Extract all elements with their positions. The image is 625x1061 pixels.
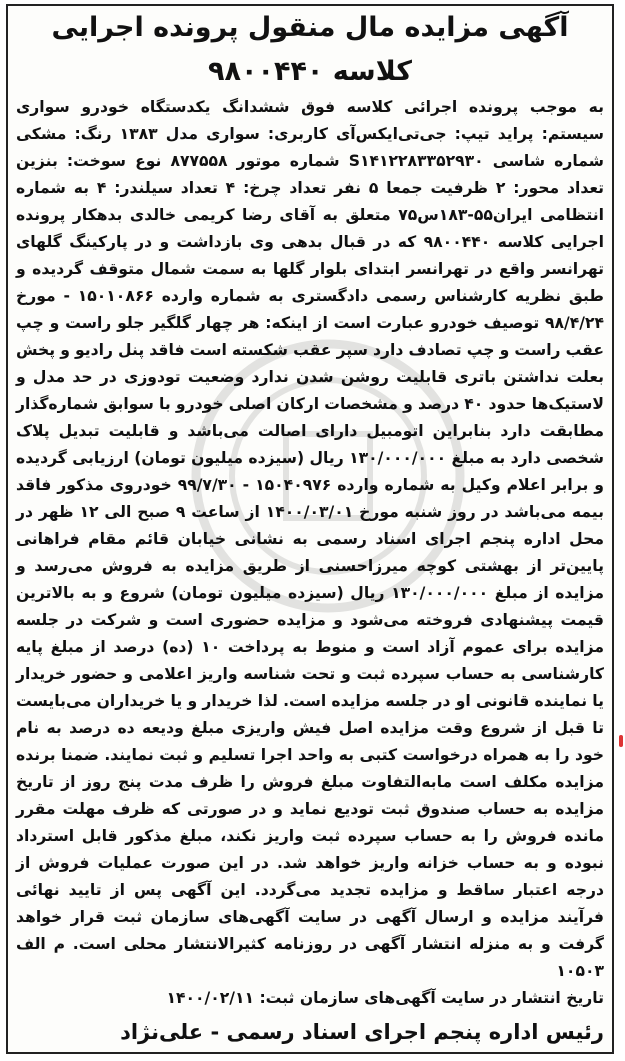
publish-date: تاریخ انتشار در سایت آگهی‌های سازمان ثبت: ۱۴۰۰/۰۲/۱۱ (166, 989, 604, 1007)
auction-notice (6, 4, 614, 1054)
notice-body: به موجب پرونده اجرائی کلاسه فوق ششدانگ یکدستگاه خودرو سواری سیستم: پراید تیپ: جی‌تی‌ایکس‌آی کاربری: سواری مدل ۱۳۸۳ رنگ: مشکی شماره شاسی S۱۴۱۲۲۸۳۳۵۲۹۳۰ شماره موتور ۸۷۷۵۵۸ نوع سوخت: بنزین تعداد محور: ۲ ظرفیت جمعا ۵ نفر تعداد چرخ: ۴ تعداد سیلندر: ۴ به شماره انتظامی ایران۵۵-۱۸۳س۷۵ متعلق به آقای رضا کریمی خالدی بدهکار پرونده اجرایی کلاسه ۹۸۰۰۴۴۰ که در قبال بدهی وی بازداشت و در پارکینگ گلهای تهرانسر واقع در تهرانسر ابتدای بلوار گلها به سمت شمال متوقف گردیده و طبق نظریه کارشناس رسمی دادگستری به شماره وارده ۱۵۰۱۰۸۶۶ - مورخ ۹۸/۴/۲۴ توصیف خودرو عبارت است از اینکه: هر چهار گلگیر جلو راست و چپ عقب راست و چپ تصادف دارد سپر عقب شکسته است فاقد پنل رادیو و پخش بعلت نداشتن باتری قابلیت روشن شدن ندارد وضعیت تودوزی در حد مدل و لاستیک‌ها حدود ۴۰ درصد و مشخصات ارکان اصلی خودرو با سوابق شماره‌گذار مطابقت دارد بنابراین اتومبیل دارای اصالت می‌باشد و قابلیت تبدیل پلاک شخصی دارد به مبلغ ۱۳۰/۰۰۰/۰۰۰ ریال (سیزده میلیون تومان) ارزیابی گردیده و برابر اعلام وکیل به شماره وارده ۱۵۰۴۰۹۷۶ - ۹۹/۷/۳۰ خودروی مذکور فاقد بیمه می‌باشد در روز شنبه مورخ ۱۴۰۰/۰۳/۰۱ از ساعت ۹ صبح الی ۱۲ ظهر در محل اداره پنجم اجرای اسناد رسمی به نشانی خیابان قائم مقام فراهانی پایین‌تر از بهشتی کوچه میرزاحسنی از طریق مزایده به فروش می‌رسد و مزایده از مبلغ ۱۳۰/۰۰۰/۰۰۰ ریال (سیزده میلیون تومان) شروع و به بالاترین قیمت پیشنهادی فروخته می‌شود و مزایده حضوری است و شرکت در جلسه مزایده برای عموم آزاد است و منوط به پرداخت ۱۰ (ده) درصد از مبلغ پایه کارشناسی به حساب سپرده ثبت و تحت شناسه واریز اعلامی و حضور خریدار یا نماینده قانونی او در جلسه مزایده است. لذا خریدار و یا خریداران می‌بایست تا قبل از شروع وقت مزایده اصل فیش واریزی مبلغ ودیعه ده درصد به نام خود را به همراه درخواست کتبی به واحد اجرا تسلیم و ثبت نمایند. ضمنا برنده مزایده مکلف است مابه‌التفاوت مبلغ فروش را ظرف مدت پنج روز از تاریخ مزایده به حساب صندوق ثبت تودیع نماید و در صورتی که ظرف مهلت مقرر مانده فروش را به حساب سپرده ثبت واریز نکند، مبلغ مذکور قابل استرداد نبوده و به حساب خزانه واریز خواهد شد. در این صورت عملیات فروش از درجه اعتبار ساقط و مزایده تجدید می‌گردد. این آگهی پس از تایید نهائی فرآیند مزایده و ارسال آگهی در سایت آگهی‌های سازمان ثبت قرار خواهد گرفت و به منزله انتشار آگهی در روزنامه کثیرالانتشار محلی است. م الف ۱۰۵۰۳ (16, 98, 605, 980)
notice-title: آگهی مزایده مال منقول پرونده اجرایی کلاسه ۹۸۰۰۴۴۰ (51, 12, 569, 87)
signature-line: رئیس اداره پنجم اجرای اسناد رسمی - علی‌نژاد (120, 1020, 604, 1044)
margin-mark (619, 735, 623, 747)
